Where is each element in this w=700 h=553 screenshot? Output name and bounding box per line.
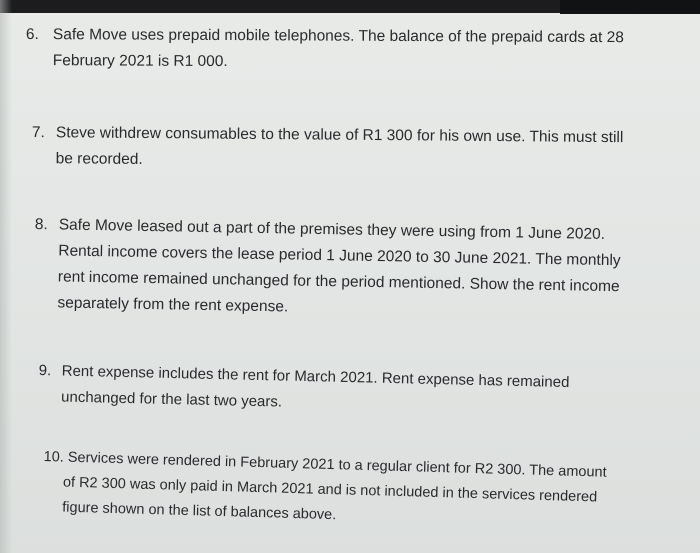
screen-corner <box>560 0 700 14</box>
item-number: 10. <box>43 448 65 466</box>
item-number: 9. <box>38 361 52 380</box>
item-number: 7. <box>31 123 45 142</box>
list-item <box>38 358 570 422</box>
item-text-line: separately from the rent expense. <box>57 294 289 316</box>
item-text <box>38 358 570 422</box>
page-shadow <box>0 0 12 553</box>
item-text-line: Services were rendered in February 2021 to a regular client for R2 300. The amount <box>67 449 607 481</box>
list-item <box>42 445 607 536</box>
item-number: 8. <box>34 215 48 234</box>
item-text <box>26 22 624 77</box>
item-text <box>33 212 621 326</box>
item-text-line: unchanged for the last two years. <box>60 388 283 411</box>
list-item <box>33 212 621 326</box>
list-item <box>26 22 624 77</box>
item-text-line: of R2 300 was only paid in March 2021 and is not included in the services rendered <box>62 474 598 506</box>
item-text-line: Rent expense includes the rent for March 2021. Rent expense has remained <box>61 362 570 392</box>
list-item <box>32 120 624 177</box>
item-text-line: February 2021 is R1 000. <box>52 52 228 71</box>
item-text-line: Safe Move leased out a part of the premises they were using from 1 June 2020. <box>58 216 606 243</box>
item-text-line: be recorded. <box>55 150 143 168</box>
item-text <box>32 120 624 177</box>
item-text <box>42 450 607 536</box>
item-text-line: Steve withdrew consumables to the value of R1 300 for his own use. This must still <box>55 124 624 147</box>
item-text-line: Safe Move uses prepaid mobile telephones. The balance of the prepaid cards at 28 <box>52 26 624 47</box>
item-text-line: figure shown on the list of balances above. <box>62 499 337 524</box>
item-number: 6. <box>25 25 39 44</box>
item-text-line: rent income remained unchanged for the period mentioned. Show the rent income <box>57 268 620 296</box>
item-text-line: Rental income covers the lease period 1 June 2020 to 30 June 2021. The monthly <box>58 242 621 270</box>
